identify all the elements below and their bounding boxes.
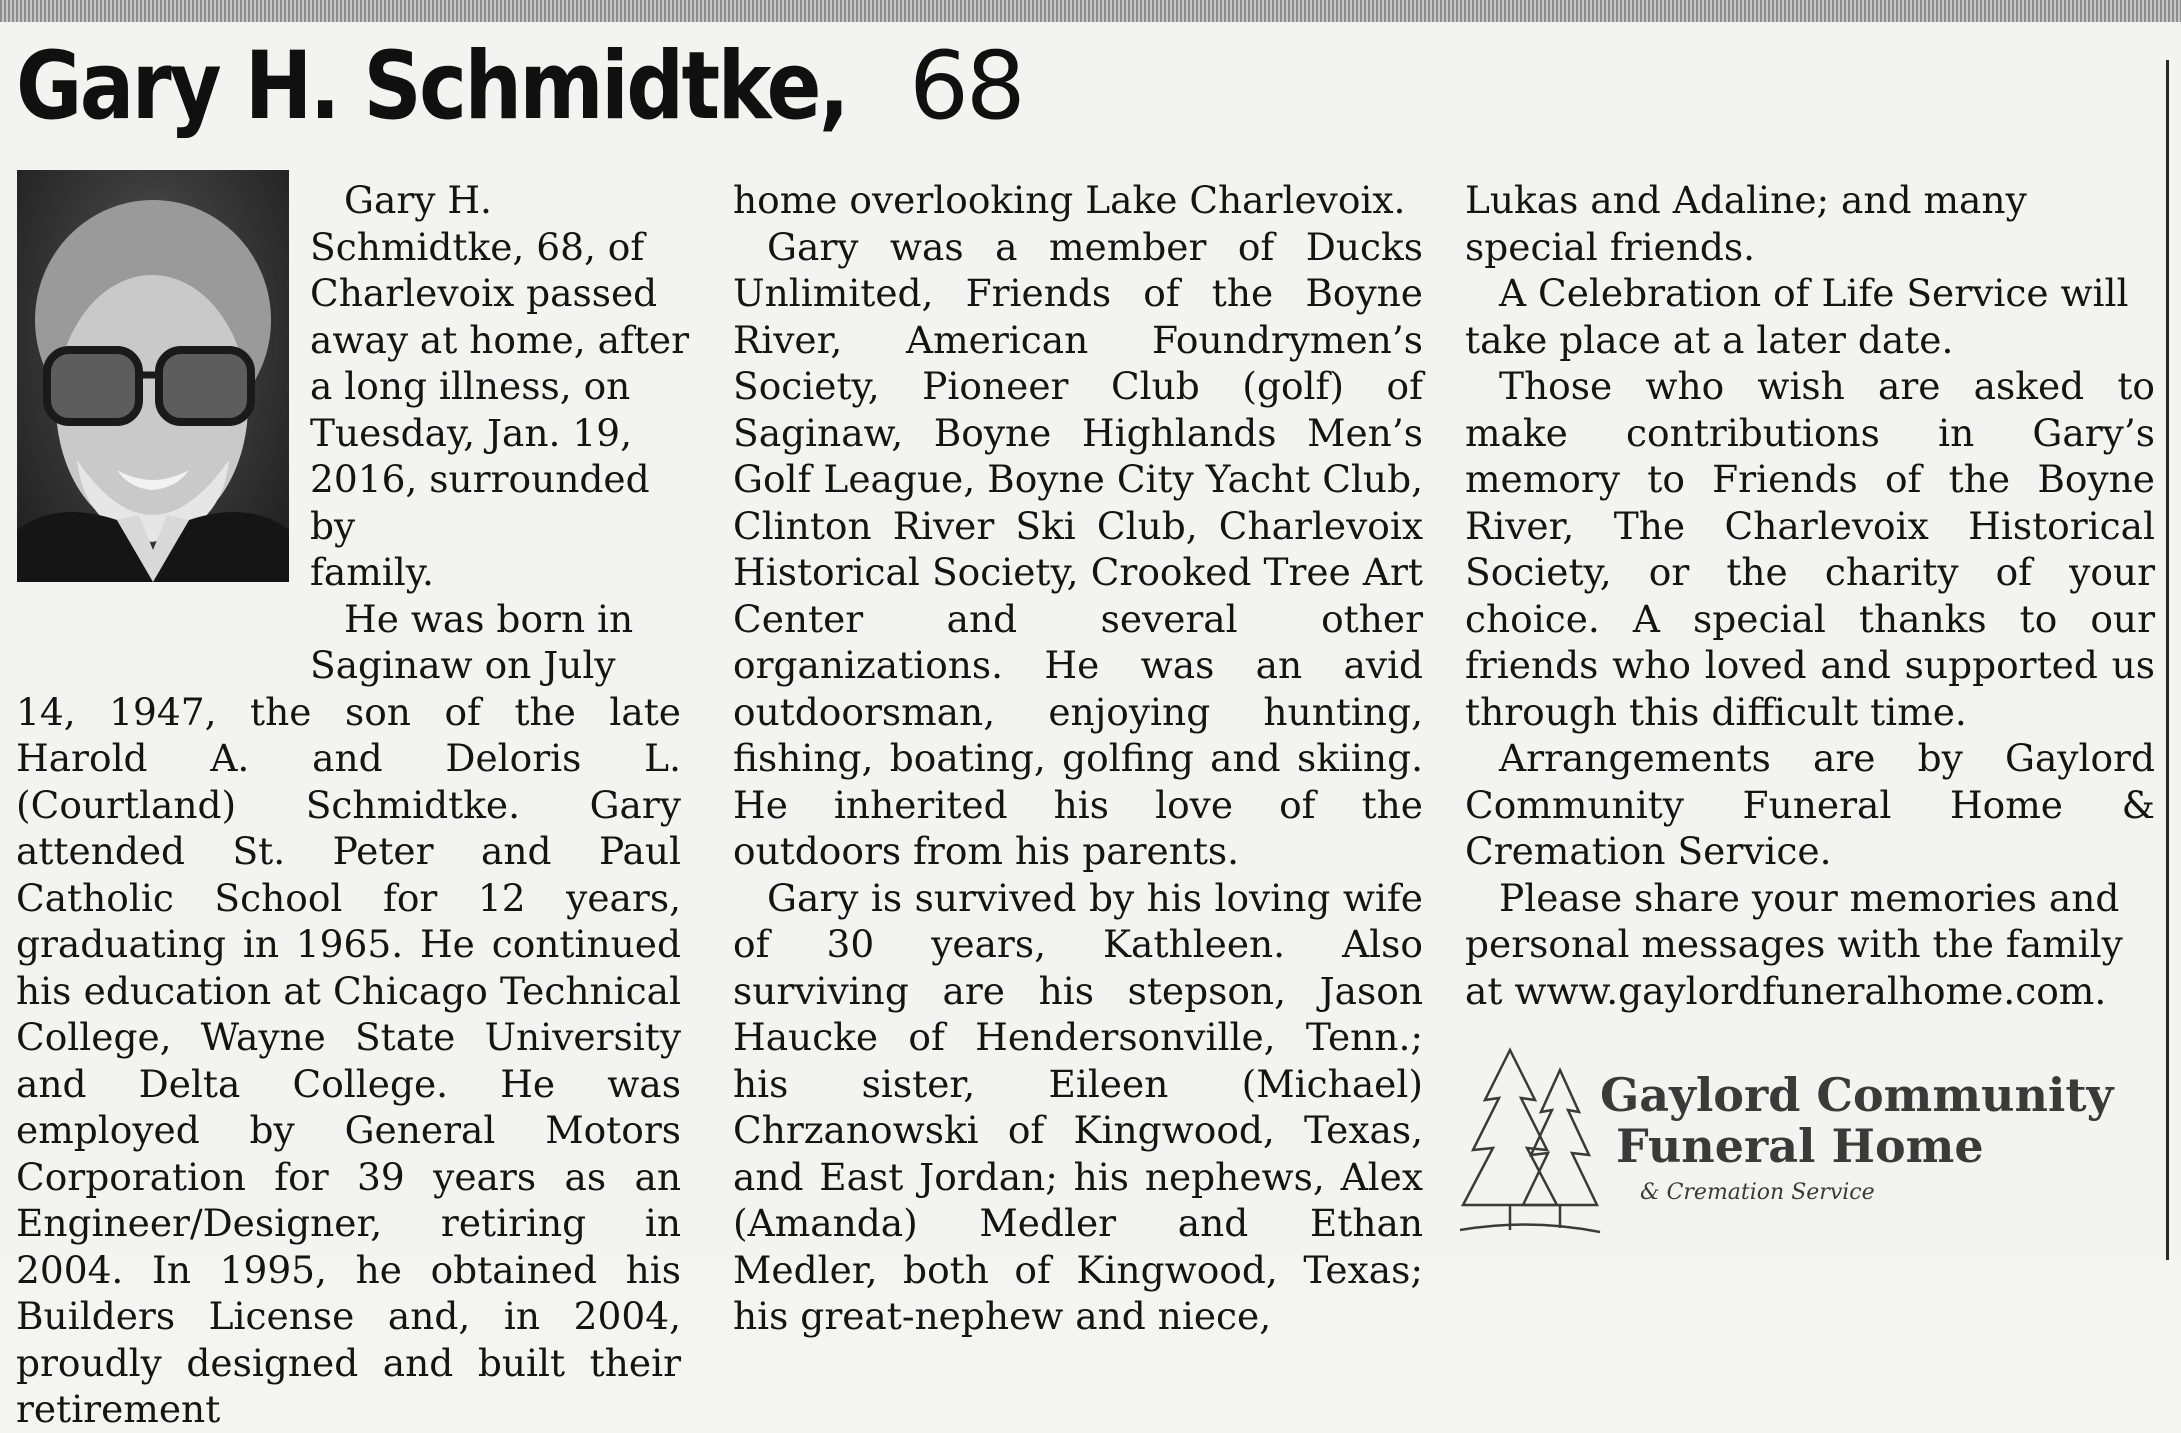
col3-para4: Arrangements are by Gaylord Community Funeral Home & Cremation Service.: [1465, 736, 2155, 873]
column-3: [1465, 177, 2155, 1014]
col2-para3: Gary is survived by his loving wife of 30 years, Kathleen. Also surviving are his stepson, Jason Haucke of Hendersonville, Tenn.; his sister, Eileen (Michael) Chrzanowski of Kingwood, Texas, and East Jordan; his nephews, Alex (Amanda) Medler and Ethan Medler, both of Kingwood, Texas; his great-nephew and niece,: [733, 875, 1423, 1338]
top-border-rule: [0, 0, 2181, 22]
col3-para5: Please share your memories and personal messages with the family at www.gaylordfuneralhome.com.: [1465, 875, 2123, 1013]
col1-line: Gary H.: [344, 178, 492, 222]
col1-line: away at home, after: [310, 317, 690, 362]
col1-para2-rest: 14, 1947, the son of the late Harold A. and Deloris L. (Courtland) Schmidtke. Gary attended St. Peter and Paul Catholic School for 12 years, graduating in 1965. He continued his education at Chicago Technical College, Wayne State University and Delta College. He was employed by General Motors Corporation for 39 years as an Engineer/Designer, retiring in 2004. In 1995, he obtained his Builders License and, in 2004, proudly designed and built their retirement: [16, 689, 681, 1431]
logo-line2: Funeral Home: [1616, 1118, 1984, 1173]
col3-para1-cont: Lukas and Adaline; and many special friends.: [1465, 178, 2027, 269]
col3-para3: Those who wish are asked to make contributions in Gary’s memory to Friends of the Boyne River, The Charlevoix Historical Society, or the charity of your choice. A special thanks to our friends who loved and supported us through this difficult time.: [1465, 364, 2155, 734]
column-rule: [2166, 60, 2169, 1260]
col1-line: Tuesday, Jan. 19,: [310, 410, 633, 455]
column-1: [16, 177, 696, 1433]
pine-trees-logo-icon: [1455, 1040, 1605, 1240]
col1-line: Saginaw on July: [310, 643, 616, 687]
headline-name: Gary H. Schmidtke,: [16, 32, 847, 141]
col1-para1: [310, 177, 696, 596]
col3-para2: A Celebration of Life Service will take place at a later date.: [1465, 271, 2129, 362]
col1-line: family.: [310, 550, 434, 594]
headline-age: 68: [882, 32, 1023, 141]
col2-para1-cont: home overlooking Lake Charlevoix.: [733, 178, 1406, 222]
logo-subtitle: & Cremation Service: [1640, 1180, 1875, 1205]
col1-line: Charlevoix passed: [310, 271, 658, 315]
col1-line: a long illness, on: [310, 364, 631, 408]
column-2: [733, 177, 1423, 1340]
col1-line: He was born in: [344, 596, 634, 641]
logo-line1: Gaylord Community: [1600, 1068, 2114, 1122]
obituary-headline: [16, 32, 1023, 141]
logo-wordmark: [1600, 1070, 2113, 1171]
funeral-home-logo: [1455, 1040, 2114, 1240]
col1-para2-start: [310, 596, 696, 689]
col1-line: 2016, surrounded by: [310, 457, 650, 548]
col2-para2: Gary was a member of Ducks Unlimited, Friends of the Boyne River, American Foundrymen’s Society, Pioneer Club (golf) of Saginaw, Boyne Highlands Men’s Golf League, Boyne City Yacht Club, Clinton River Ski Club, Charlevoix Historical Society, Crooked Tree Art Center and several other organizations. He was an avid outdoorsman, enjoying hunting, fishing, boating, golfing and skiing. He inherited his love of the outdoors from his parents.: [733, 224, 1423, 873]
col1-line: Schmidtke, 68, of: [310, 224, 645, 269]
